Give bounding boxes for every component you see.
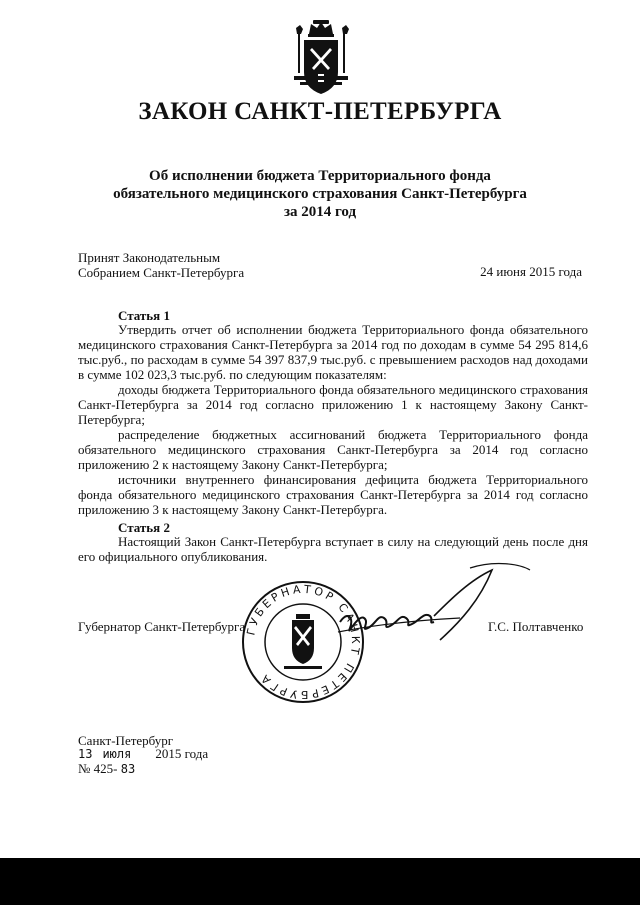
footer-day: 13 (78, 747, 93, 761)
law-number (78, 761, 135, 777)
adoption-date: 24 июня 2015 года (480, 264, 582, 279)
article-1-paragraph: источники внутреннего финансирования дефицита бюджета Территориального фонда обязательного медицинского страхования Санкт-Петербурга за 2014 год согласно приложению 3 к настоящему Закону Санкт-Петербурга. (78, 472, 588, 517)
subject-line-3: за 2014 год (283, 204, 357, 220)
law-title: ЗАКОН САНКТ-ПЕТЕРБУРГА (138, 98, 502, 125)
article-1-paragraph: Утвердить отчет об исполнении бюджета Территориального фонда обязательного медицинского страхования Санкт-Петербурга за 2014 год по доходам в сумме 54 295 814,6 тыс.руб., по расходам в сумме 54 397 837,9 тыс.руб. с превышением расходов над доходами в сумме 102 023,3 тыс.руб. по следующим показателям: (78, 322, 588, 382)
adopted-by (78, 250, 244, 280)
footer-date (78, 746, 208, 762)
footer-year: 2015 года (155, 746, 209, 761)
adopted-by-line-2: Собранием Санкт-Петербурга (78, 265, 245, 280)
subject-line-2: обязательного медицинского страхования Санкт-Петербурга (113, 186, 527, 202)
footer-month: июля (102, 747, 132, 761)
article-2-heading: Статья 2 (118, 520, 170, 535)
seal-text: ГУБЕРНАТОР САНКТ ПЕТЕРБУРГА (244, 582, 363, 702)
law-subject (60, 167, 580, 221)
scan-bottom-bar (0, 858, 640, 905)
article-2-paragraph: Настоящий Закон Санкт-Петербурга вступает в силу на следующий день после дня его официального опубликования. (78, 534, 588, 564)
footer-city: Санкт-Петербург (78, 733, 174, 748)
law-number-prefix: № 425- (78, 761, 118, 776)
article-1-heading: Статья 1 (118, 308, 170, 323)
governor-signature-icon (320, 560, 550, 670)
law-number-suffix: 83 (120, 762, 136, 776)
article-1-paragraph: доходы бюджета Территориального фонда обязательного медицинского страхования Санкт-Петербурга за 2014 год согласно приложению 1 к настоящему Закону Санкт-Петербурга; (78, 382, 588, 427)
subject-line-1: Об исполнении бюджета Территориального фонда (149, 168, 491, 184)
governor-name: Г.С. Полтавченко (488, 619, 584, 634)
adopted-by-line-1: Принят Законодательным (78, 250, 221, 265)
coat-of-arms-icon (282, 18, 360, 100)
article-1-body (78, 322, 588, 517)
governor-position: Губернатор Санкт-Петербурга (78, 619, 246, 634)
article-1-paragraph: распределение бюджетных ассигнований бюджета Территориального фонда обязательного медицинского страхования Санкт-Петербурга за 2014 год согласно приложению 2 к настоящему Закону Санкт-Петербурга; (78, 427, 588, 472)
